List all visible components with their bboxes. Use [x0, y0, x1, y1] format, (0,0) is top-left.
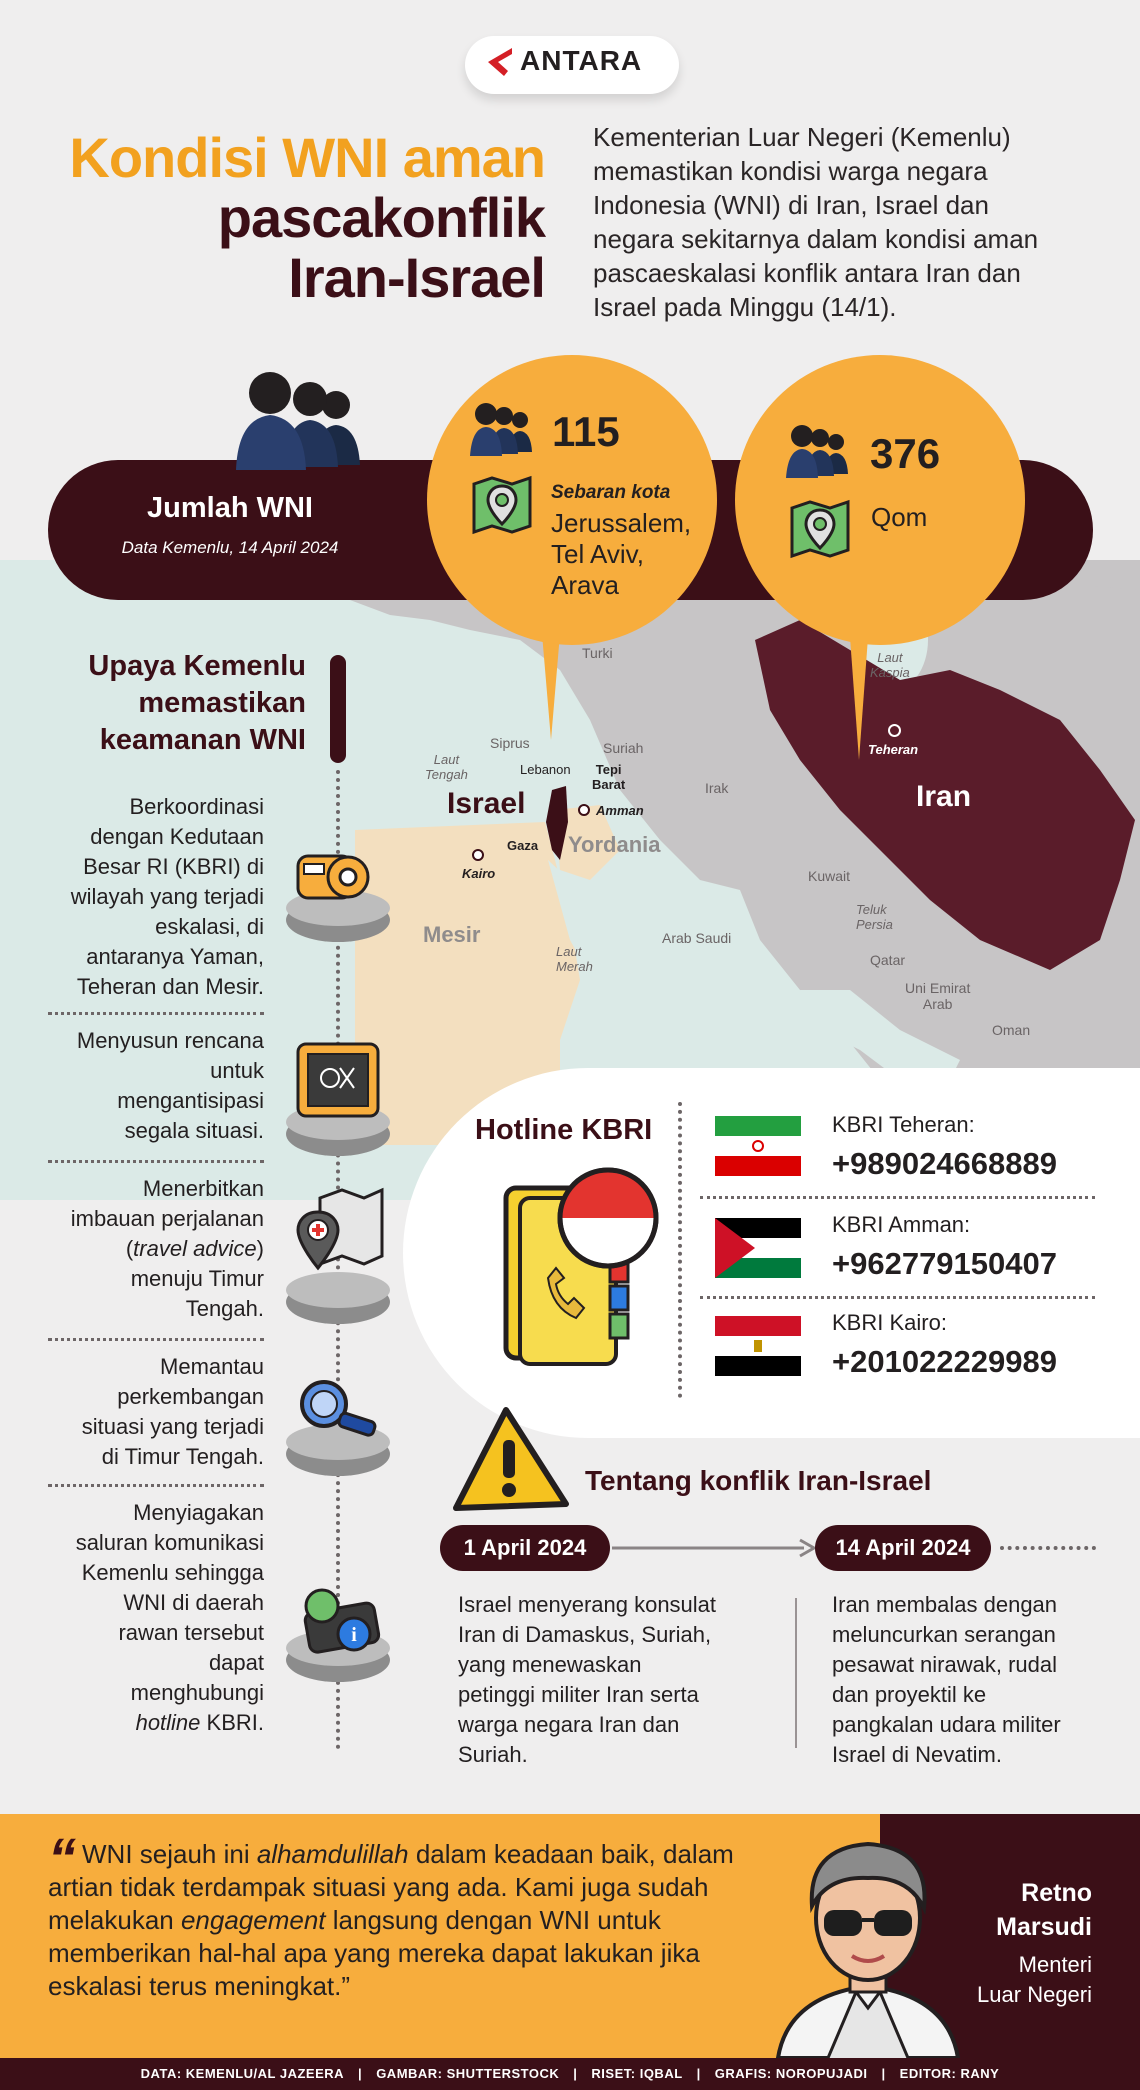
map-label-red-sea: Laut Merah	[556, 944, 593, 974]
kbri-amman-number[interactable]: +962779150407	[832, 1246, 1057, 1281]
hotline-separator	[700, 1196, 1095, 1199]
iran-count: 376	[870, 430, 941, 477]
israel-count: 115	[552, 408, 620, 455]
travel-advice-italic: travel advice	[133, 1236, 257, 1261]
speaker-name: Retno Marsudi	[996, 1879, 1092, 1941]
kbri-teheran-label: KBRI Teheran:	[832, 1112, 975, 1137]
upaya-accent-bar	[330, 655, 346, 763]
antara-logo-icon	[482, 44, 518, 80]
hotline-italic: hotline	[135, 1710, 201, 1735]
map-label-teheran: Teheran	[868, 742, 919, 757]
people-group-icon	[218, 365, 368, 475]
map-label-kuwait: Kuwait	[808, 868, 851, 884]
step-separator	[48, 1484, 264, 1487]
city-map-icon	[468, 470, 536, 538]
map-label-israel: Israel	[447, 787, 526, 820]
upaya-step-2: Menyusun rencana untuk mengantisipasi segala situasi.	[76, 1028, 264, 1143]
map-label-kairo: Kairo	[462, 866, 496, 881]
strategy-board-icon	[292, 1038, 384, 1122]
jordan-flag-icon	[715, 1218, 801, 1278]
map-label-siprus: Siprus	[490, 735, 530, 751]
retno-marsudi-portrait	[758, 1826, 978, 2058]
chat-phone-icon	[296, 1588, 384, 1662]
map-label-west-bank: Tepi Barat	[592, 762, 626, 792]
kbri-kairo-number[interactable]: +201022229989	[832, 1344, 1057, 1379]
map-label-turki: Turki	[582, 645, 613, 661]
step-separator	[48, 1160, 264, 1163]
upaya-step-5: Menyiagakan saluran komunikasi Kemenlu sehingga WNI di daerah rawan tersebut dapat menghubungi hotline KBRI.	[75, 1500, 264, 1735]
map-label-caspian: Laut Kaspia	[870, 650, 910, 680]
quote-text: “ WNI sejauh ini alhamdulillah dalam keadaan baik, dalam artian tidak terdampak situasi yang ada. Kami juga sudah melakukan engagement langsung dengan WNI untuk memberikan hal-hal apa yang mereka dapat lakukan jika eskalasi terus meningkat.”	[48, 1826, 734, 2001]
upaya-title: Upaya Kemenlu memastikan keamanan WNI	[88, 650, 306, 756]
israel-city-label: Sebaran kota	[551, 482, 671, 503]
city-map-icon	[786, 494, 854, 562]
jumlah-wni-subtitle: Data Kemenlu, 14 April 2024	[121, 538, 339, 557]
iran-city-list: Qom	[871, 502, 928, 532]
upaya-step-3: Menerbitkan imbauan perjalanan (travel advice) menuju Timur Tengah.	[70, 1176, 264, 1321]
whistle-icon	[294, 842, 382, 912]
intro-text: Kementerian Luar Negeri (Kemenlu) memastikan kondisi warga negara Indonesia (WNI) di Iran, Israel dan negara sekitarnya dalam kondisi aman pascaeskalasi konflik antara Iran dan Israel pada Minggu (14/1).	[593, 122, 1039, 322]
svg-text:i: i	[351, 1624, 357, 1646]
kbri-kairo-label: KBRI Kairo:	[832, 1310, 947, 1335]
credits-footer: DATA: KEMENLU/AL JAZEERA | GAMBAR: SHUTTERSTOCK | RISET: IQBAL | GRAFIS: NOROPUJADI | EDITOR: RANY	[0, 2058, 1140, 2090]
quote-mark: “	[48, 1826, 76, 1889]
kbri-amman-label: KBRI Amman:	[832, 1212, 971, 1237]
step-separator	[48, 1012, 264, 1015]
kairo-marker	[472, 849, 484, 861]
title-line-3: Iran-Israel	[288, 246, 545, 309]
teheran-marker	[888, 724, 901, 737]
travel-map-icon	[290, 1186, 386, 1286]
phonebook-icon	[492, 1158, 662, 1374]
map-label-oman: Oman	[992, 1022, 1031, 1038]
title-line-1: Kondisi WNI aman	[69, 126, 545, 189]
map-label-amman: Amman	[596, 803, 644, 818]
title-line-2: pascakonflik	[217, 186, 545, 249]
map-label-uae: Uni Emirat Arab	[905, 980, 971, 1012]
map-label-gaza: Gaza	[507, 838, 539, 853]
page-title	[69, 128, 545, 308]
upaya-step-4: Memantau perkembangan situasi yang terjadi di Timur Tengah.	[81, 1354, 264, 1469]
map-label-arab-saudi: Arab Saudi	[662, 930, 732, 946]
event-divider	[795, 1598, 797, 1748]
israel-city-list: Jerussalem, Tel Aviv, Arava	[551, 508, 692, 600]
map-label-qatar: Qatar	[870, 952, 906, 968]
map-label-lebanon: Lebanon	[520, 762, 571, 777]
hotline-divider	[678, 1102, 682, 1398]
map-label-suriah: Suriah	[603, 740, 644, 756]
map-label-mediterranean: Laut Tengah	[425, 752, 468, 782]
step-separator	[48, 1338, 264, 1341]
speaker-role: Menteri Luar Negeri	[977, 1952, 1092, 2007]
event-desc-2: Iran membalas dengan meluncurkan serangan pesawat nirawak, rudal dan proyektil ke pangkalan udara militer Israel di Nevatim.	[832, 1592, 1061, 1767]
warning-icon	[448, 1404, 572, 1514]
map-label-yordania: Yordania	[568, 832, 661, 857]
event-date-1: 1 April 2024	[440, 1525, 610, 1571]
hotline-title: Hotline KBRI	[475, 1114, 653, 1146]
people-small-icon	[784, 424, 852, 478]
iran-flag-icon	[715, 1116, 801, 1176]
magnifier-icon	[294, 1376, 384, 1442]
people-small-icon	[468, 402, 536, 456]
hotline-separator	[700, 1296, 1095, 1299]
event-desc-1: Israel menyerang konsulat Iran di Damaskus, Suriah, yang menewaskan petinggi militer Iran serta warga negara Iran dan Suriah.	[458, 1592, 717, 1767]
conflict-title: Tentang konflik Iran-Israel	[585, 1465, 932, 1496]
brand-name: ANTARA	[520, 45, 643, 76]
timeline-dots	[1000, 1546, 1096, 1550]
event-date-2: 14 April 2024	[815, 1525, 991, 1571]
jumlah-wni-title: Jumlah WNI	[147, 492, 313, 524]
kbri-teheran-number[interactable]: +989024668889	[832, 1146, 1057, 1181]
map-label-persian-gulf: Teluk Persia	[856, 902, 893, 932]
egypt-flag-icon	[715, 1316, 801, 1376]
timeline-arrow-icon	[612, 1537, 817, 1559]
map-label-iran: Iran	[916, 780, 972, 813]
iran-circle	[735, 355, 1025, 645]
map-label-mesir: Mesir	[423, 922, 481, 947]
map-label-irak: Irak	[705, 780, 729, 796]
upaya-step-1: Berkoordinasi dengan Kedutaan Besar RI (KBRI) di wilayah yang terjadi eskalasi, di antaranya Yaman, Teheran dan Mesir.	[70, 794, 264, 999]
amman-marker	[578, 804, 590, 816]
